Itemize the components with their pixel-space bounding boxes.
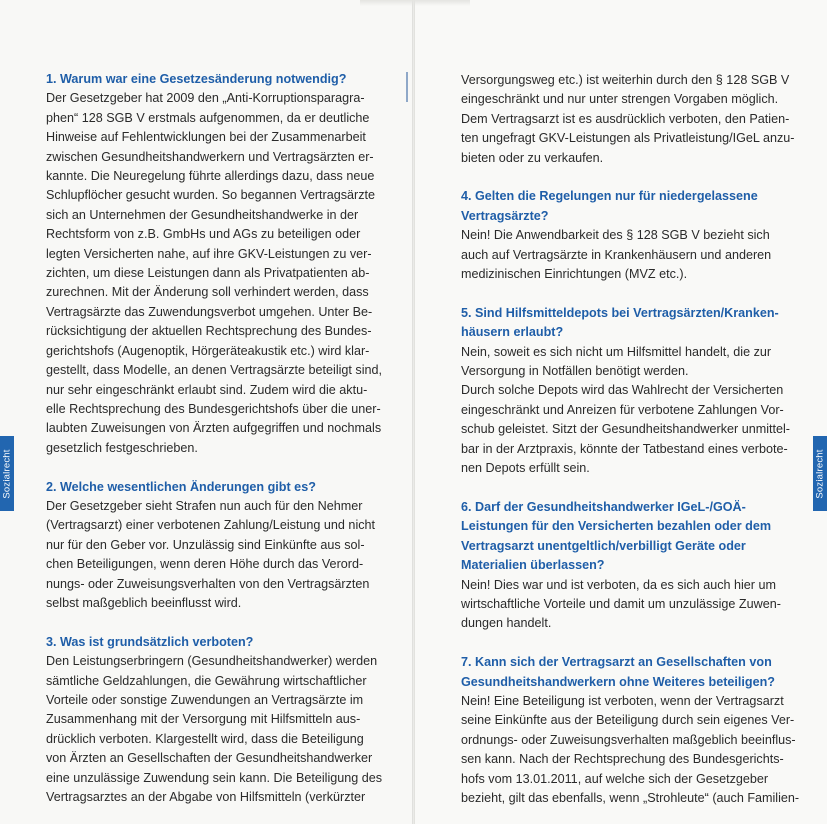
section-tab-sozialrecht bbox=[0, 436, 14, 511]
section-heading: Vertragsarzt unentgeltlich/verbilligt Geräte oder bbox=[461, 538, 746, 553]
section-heading: 7. Kann sich der Vertragsarzt an Gesellschaften von bbox=[461, 655, 772, 670]
right-column bbox=[461, 71, 800, 808]
text-line: Versorgung in Notfällen benötigt werden. bbox=[461, 364, 689, 379]
text-line: sen kann. Nach der Rechtsprechung des Bundesgerichts- bbox=[461, 752, 784, 767]
text-line: chen Beteiligungen, wenn deren Höhe durch das Verord- bbox=[46, 557, 364, 572]
text-line: Hinweise auf Fehlentwicklungen bei der Zusammenarbeit bbox=[46, 130, 366, 145]
text-line: gestellt, dass Modelle, an denen Vertragsärzte beteiligt sind, bbox=[46, 363, 383, 378]
text-line: bieten oder zu verkaufen. bbox=[461, 150, 604, 165]
text-line: Der Gesetzgeber hat 2009 den „Anti-Korruptionsparagra- bbox=[46, 91, 365, 106]
text-line: Nein! Die Anwendbarkeit des § 128 SGB V bezieht sich bbox=[461, 228, 770, 243]
section-heading: 3. Was ist grundsätzlich verboten? bbox=[46, 634, 254, 649]
text-line: nur für den Geber vor. Unzulässig sind Einkünfte aus sol- bbox=[46, 537, 365, 552]
text-line: Schlupflöcher gesucht wurden. So begannen Vertragsärzte bbox=[46, 188, 376, 203]
section-spacer bbox=[461, 634, 783, 653]
faq-section-6 bbox=[461, 498, 783, 634]
text-line: nur sehr eingeschränkt erlaubt sind. Zudem wird die aktu- bbox=[46, 382, 368, 397]
section-spacer bbox=[461, 284, 783, 303]
text-line: bezieht, gilt das ebenfalls, wenn „Strohleute“ (auch Familien- bbox=[461, 790, 800, 805]
continuation-text bbox=[461, 71, 795, 168]
section-spacer bbox=[461, 479, 783, 498]
section-heading: 1. Warum war eine Gesetzesänderung notwendig? bbox=[46, 72, 347, 86]
text-line: Dem Vertragsarzt ist es ausdrücklich verboten, den Patien- bbox=[461, 111, 790, 126]
text-line: medizinischen Einrichtungen (MVZ etc.). bbox=[461, 267, 688, 282]
text-line: Nein! Dies war und ist verboten, da es sich auch hier um bbox=[461, 577, 776, 592]
section-heading: Gesundheitshandwerkern ohne Weiteres beteiligen? bbox=[461, 674, 775, 689]
gutter-mark bbox=[406, 72, 408, 102]
faq-section-5 bbox=[461, 304, 791, 479]
text-line: elle Rechtsprechung des Bundesgerichtshofs über die uner- bbox=[46, 401, 381, 416]
faq-section-3 bbox=[46, 633, 383, 808]
text-line: Zusammenhang mit der Versorgung mit Hilfsmitteln aus- bbox=[46, 712, 361, 727]
section-heading: 2. Welche wesentlichen Änderungen gibt es? bbox=[46, 479, 316, 494]
text-line: sämtliche Geldzahlungen, die Gewährung wirtschaftlicher bbox=[46, 673, 367, 688]
section-heading: Materialien überlassen? bbox=[461, 558, 605, 573]
text-line: phen“ 128 SGB V erstmals aufgenommen, da er deutliche bbox=[46, 110, 370, 125]
faq-section-4 bbox=[461, 187, 783, 284]
section-body bbox=[46, 497, 376, 613]
section-spacer bbox=[46, 458, 376, 477]
text-line: dungen handelt. bbox=[461, 616, 552, 631]
section-body bbox=[46, 89, 383, 458]
text-line: drücklich verboten. Klargestellt wird, dass die Beteiligung bbox=[46, 731, 364, 746]
tab-label: Sozialrecht bbox=[1, 448, 13, 499]
text-line: Der Gesetzgeber sieht Strafen nun auch für den Nehmer bbox=[46, 498, 363, 513]
text-line: Vertragsarztes an der Abgabe von Hilfsmitteln (verkürzter bbox=[46, 790, 366, 804]
left-column bbox=[46, 70, 383, 807]
text-line: (Vertragsarzt) einer verbotenen Zahlung/Leistung und nicht bbox=[46, 518, 376, 533]
section-heading: 4. Gelten die Regelungen nur für niedergelassene bbox=[461, 189, 758, 204]
text-line: auch auf Vertragsärzte in Krankenhäusern und anderen bbox=[461, 247, 772, 262]
text-line: gesetzlich festgeschrieben. bbox=[46, 440, 198, 455]
section-spacer bbox=[461, 168, 783, 187]
text-line: ordnungs- oder Zuweisungsverhalten maßgeblich beeinflus- bbox=[461, 732, 796, 747]
tab-label: Sozialrecht bbox=[814, 448, 826, 499]
section-heading: 6. Darf der Gesundheitshandwerker IGeL-/GOÄ- bbox=[461, 499, 746, 514]
text-line: Den Leistungserbringern (Gesundheitshandwerker) werden bbox=[46, 654, 378, 669]
text-line: schub geleistet. Sitzt der Gesundheitshandwerker unmittel- bbox=[461, 422, 791, 437]
text-line: eine unzulässige Zuwendung sein kann. Die Beteiligung des bbox=[46, 770, 383, 785]
text-line: eingeschränkt und Anreizen für verbotene Zahlungen Vor- bbox=[461, 402, 784, 417]
section-body bbox=[461, 576, 783, 634]
text-line: Nein, soweit es sich nicht um Hilfsmittel handelt, die zur bbox=[461, 344, 772, 359]
section-body bbox=[461, 343, 791, 479]
section-heading: Vertragsärzte? bbox=[461, 208, 549, 223]
text-line: von Ärzten an Gesellschaften der Gesundheitshandwerker bbox=[46, 751, 373, 766]
section-body bbox=[461, 692, 800, 808]
section-body bbox=[46, 652, 383, 807]
text-line: seine Einkünfte aus der Beteiligung durch sein eigenes Ver- bbox=[461, 713, 795, 728]
text-line: Durch solche Depots wird das Wahlrecht der Versicherten bbox=[461, 383, 784, 398]
text-line: zwischen Gesundheitshandwerkern und Vertragsärzten er- bbox=[46, 149, 374, 164]
faq-section-2 bbox=[46, 478, 376, 614]
text-line: gerichtshofs (Augenoptik, Hörgeräteakustik etc.) wird klar- bbox=[46, 343, 370, 358]
section-heading: häusern erlaubt? bbox=[461, 325, 564, 340]
fold-shadow bbox=[360, 0, 470, 6]
section-spacer bbox=[46, 613, 376, 632]
faq-section-7 bbox=[461, 653, 800, 808]
faq-section-1 bbox=[46, 70, 383, 458]
text-line: zurechnen. Mit der Änderung soll verhindert werden, dass bbox=[46, 285, 369, 300]
text-line: nungs- oder Zuweisungsverhalten von den Vertragsärzten bbox=[46, 576, 370, 591]
section-body bbox=[461, 226, 783, 284]
section-heading: Leistungen für den Versicherten bezahlen oder dem bbox=[461, 519, 772, 534]
text-line: rücksichtigung der aktuellen Rechtsprechung des Bundes- bbox=[46, 324, 372, 339]
text-line: Nein! Eine Beteiligung ist verboten, wenn der Vertragsarzt bbox=[461, 693, 784, 708]
text-line: kannte. Die Neuregelung führte allerdings dazu, dass neue bbox=[46, 169, 375, 184]
text-line: wirtschaftliche Vorteile und damit um unzulässige Zuwen- bbox=[461, 596, 781, 611]
text-line: legten Versicherten nahe, auf ihre GKV-Leistungen zu ver- bbox=[46, 246, 372, 261]
text-line: Versorgungsweg etc.) ist weiterhin durch den § 128 SGB V bbox=[461, 73, 790, 87]
text-line: laubten Zuweisungen von Ärzten aufgegriffen und nochmals bbox=[46, 421, 382, 436]
section-heading: 5. Sind Hilfsmitteldepots bei Vertragsärzten/Kranken- bbox=[461, 305, 779, 320]
section-tab-sozialrecht bbox=[813, 436, 827, 511]
text-line: Rechtsform von z.B. GmbHs und AGs zu beteiligen oder bbox=[46, 227, 361, 242]
text-line: ten ungefragt GKV-Leistungen als Privatleistung/IGeL anzu- bbox=[461, 131, 795, 146]
text-line: bar in der Arztpraxis, könnte der Tatbestand eines verbote- bbox=[461, 441, 788, 456]
text-line: sich an Unternehmen der Gesundheitshandwerke in der bbox=[46, 207, 359, 222]
book-gutter bbox=[412, 0, 415, 824]
text-line: eingeschränkt und nur unter strengen Vorgaben möglich. bbox=[461, 92, 779, 107]
text-line: selbst maßgeblich beeinflusst wird. bbox=[46, 595, 242, 610]
text-line: nen Depots erfüllt sein. bbox=[461, 461, 590, 476]
text-line: hofs vom 13.01.2011, auf welche sich der Gesetzgeber bbox=[461, 771, 769, 786]
text-line: Vorteile oder sonstige Zuwendungen an Vertragsärzte im bbox=[46, 692, 364, 707]
text-line: zichten, um diese Leistungen dann als Privatpatienten ab- bbox=[46, 266, 370, 281]
text-line: Vertragsärzte das Zuwendungsverbot umgehen. Unter Be- bbox=[46, 304, 373, 319]
